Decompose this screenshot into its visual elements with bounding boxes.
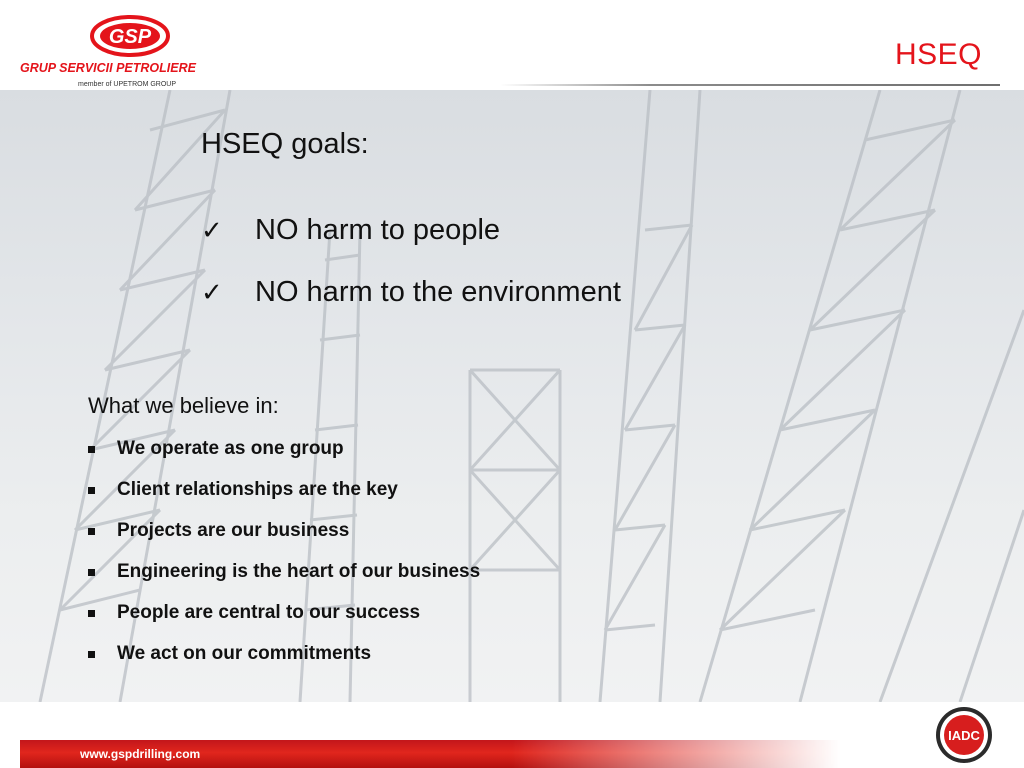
belief-text: Client relationships are the key — [117, 479, 398, 500]
belief-item — [88, 520, 480, 561]
header-divider — [500, 84, 1000, 86]
checkmark-icon: ✓ — [201, 215, 223, 245]
goals-heading: HSEQ goals: — [201, 128, 369, 160]
belief-item — [88, 438, 480, 479]
square-bullet-icon — [88, 528, 95, 535]
goal-text: NO harm to people — [255, 214, 501, 246]
square-bullet-icon — [88, 610, 95, 617]
beliefs-heading: What we believe in: — [88, 393, 279, 418]
badge-text: IADC — [948, 728, 980, 743]
belief-text: We operate as one group — [117, 438, 344, 459]
goal-item — [201, 214, 500, 247]
belief-item — [88, 561, 480, 602]
checkmark-icon: ✓ — [201, 277, 223, 307]
belief-text: Projects are our business — [117, 520, 350, 541]
iadc-badge-icon — [934, 705, 994, 765]
beliefs-list — [88, 438, 480, 684]
slide-title: HSEQ — [894, 38, 982, 71]
square-bullet-icon — [88, 446, 95, 453]
logo-company-name: GRUP SERVICII PETROLIERE — [20, 61, 196, 75]
belief-item — [88, 602, 480, 643]
belief-text: People are central to our success — [117, 602, 421, 623]
square-bullet-icon — [88, 651, 95, 658]
goal-item — [201, 276, 621, 309]
goal-text: NO harm to the environment — [255, 276, 621, 308]
belief-text: We act on our commitments — [117, 643, 372, 664]
belief-text: Engineering is the heart of our business — [117, 561, 481, 582]
logo-tagline: member of UPETROM GROUP — [78, 81, 177, 88]
belief-item — [88, 643, 480, 684]
company-logo — [18, 14, 248, 92]
belief-item — [88, 479, 480, 520]
logo-mark: GSP — [108, 26, 152, 48]
footer-url-link[interactable]: www.gspdrilling.com — [80, 747, 201, 761]
square-bullet-icon — [88, 569, 95, 576]
square-bullet-icon — [88, 487, 95, 494]
